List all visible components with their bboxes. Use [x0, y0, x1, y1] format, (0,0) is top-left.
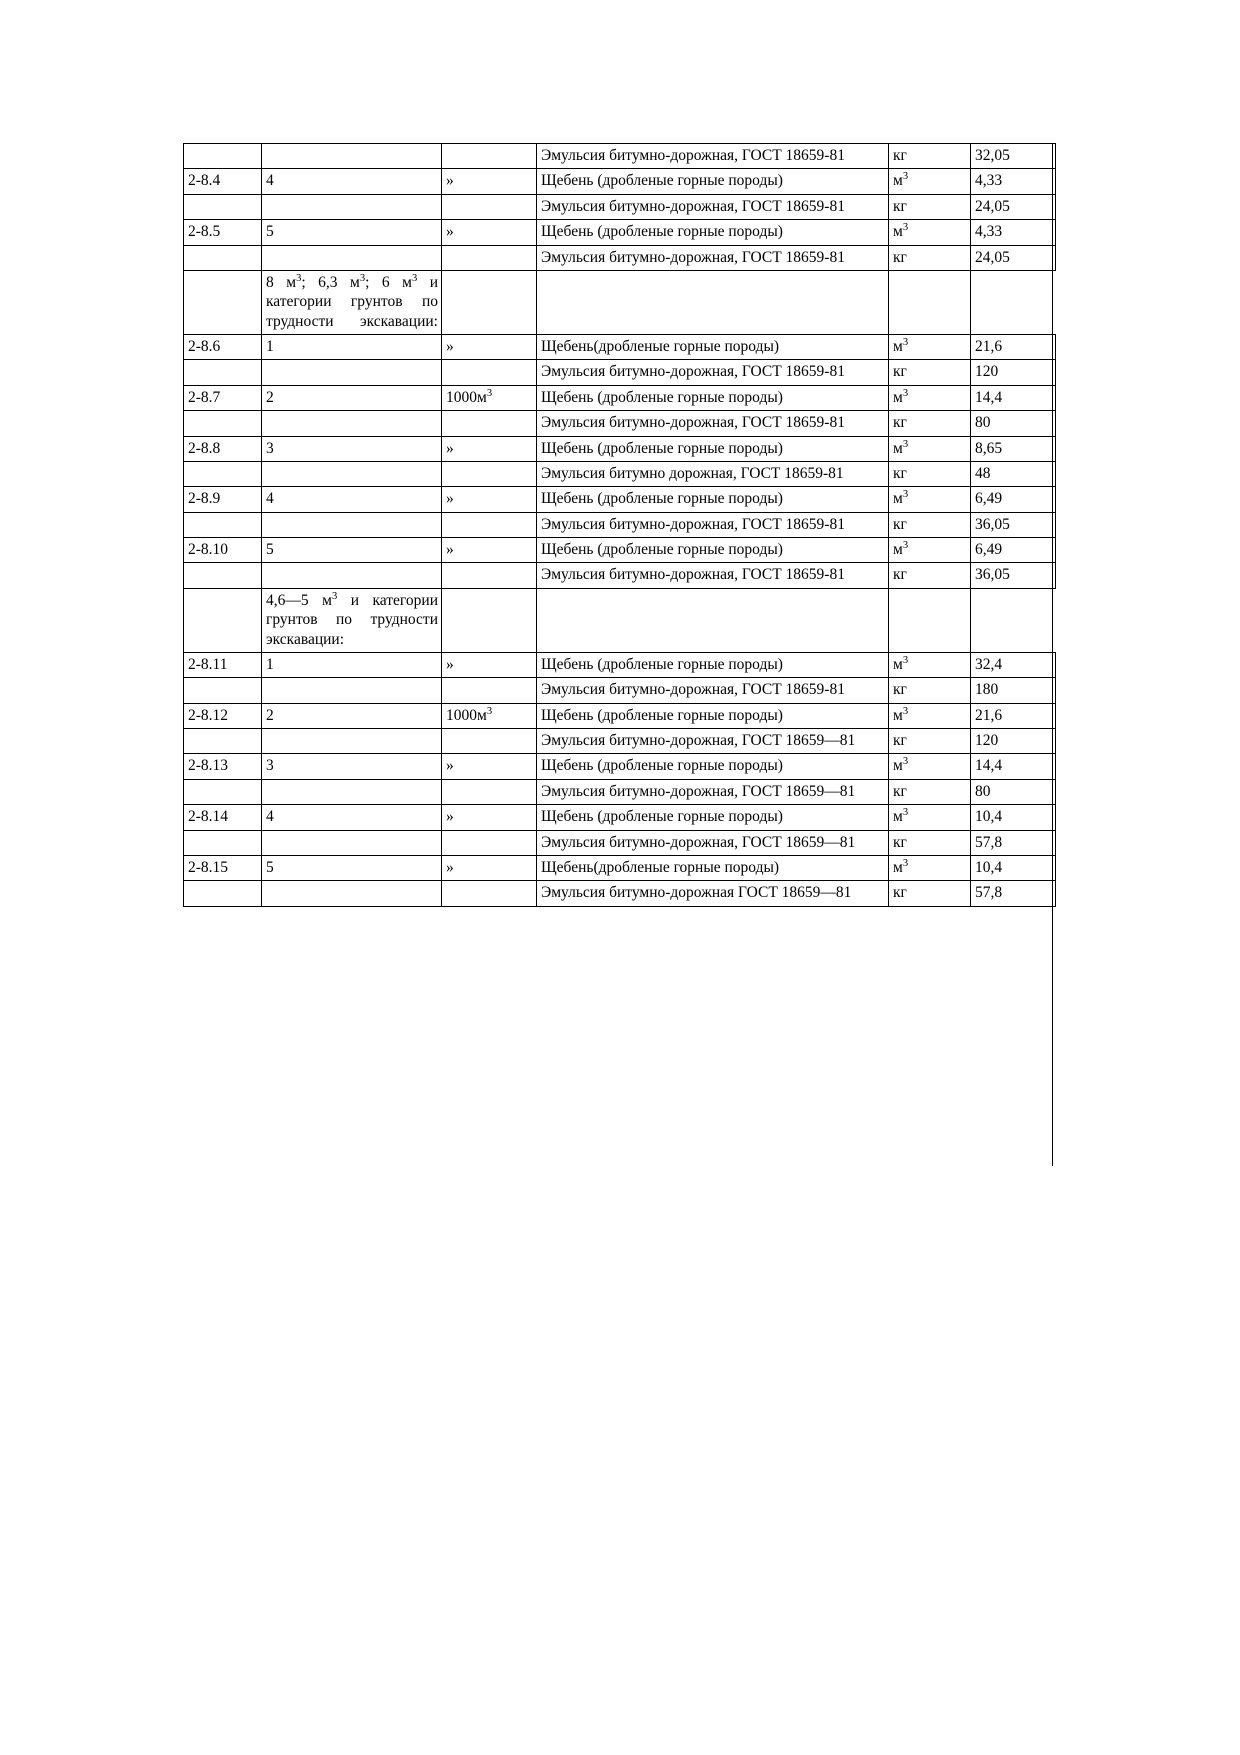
cell-param: 4 — [262, 805, 442, 830]
cell-material: Щебень(дробленые горные породы) — [537, 855, 889, 880]
cell-material: Эмульсия битумно-дорожная, ГОСТ 18659-81 — [537, 411, 889, 436]
cell-unit: » — [442, 652, 537, 677]
cell-unit — [442, 678, 537, 703]
cell-meas: кг — [889, 563, 971, 588]
cell-unit: » — [442, 538, 537, 563]
cell-material: Щебень(дробленые горные породы) — [537, 335, 889, 360]
cell-code: 2-8.14 — [184, 805, 262, 830]
cell-unit: $1000м^3$ — [442, 703, 537, 728]
cell-value: 57,8 — [971, 881, 1056, 906]
cell-unit: $1000м^3$ — [442, 385, 537, 410]
cell-value: 32,4 — [971, 652, 1056, 677]
cell-value: 57,8 — [971, 830, 1056, 855]
cell-param — [262, 245, 442, 270]
cell-code: 2-8.10 — [184, 538, 262, 563]
cell-code: 2-8.5 — [184, 220, 262, 245]
cell-material: Эмульсия битумно-дорожная, ГОСТ 18659—81 — [537, 779, 889, 804]
cell-param: 1 — [262, 652, 442, 677]
cell-param — [262, 512, 442, 537]
cell-code — [184, 881, 262, 906]
table-body — [184, 144, 1056, 907]
cell-meas: кг — [889, 461, 971, 486]
cell-meas: кг — [889, 881, 971, 906]
cell-unit — [442, 411, 537, 436]
cell-unit: » — [442, 220, 537, 245]
table-row — [184, 461, 1056, 486]
cell-value: 32,05 — [971, 144, 1056, 169]
cell-meas: $м^3$ — [889, 335, 971, 360]
cell-value: 8,65 — [971, 436, 1056, 461]
cell-material: Эмульсия битумно дорожная, ГОСТ 18659-81 — [537, 461, 889, 486]
cell-code — [184, 461, 262, 486]
cell-material — [537, 270, 889, 334]
cell-meas: $м^3$ — [889, 169, 971, 194]
cell-material: Эмульсия битумно-дорожная, ГОСТ 18659-81 — [537, 245, 889, 270]
table-row — [184, 144, 1056, 169]
cell-material: Эмульсия битумно-дорожная, ГОСТ 18659-81 — [537, 678, 889, 703]
cell-unit — [442, 461, 537, 486]
cell-unit: » — [442, 487, 537, 512]
cell-param: 3 — [262, 754, 442, 779]
cell-value — [971, 588, 1056, 652]
table-row — [184, 194, 1056, 219]
cell-value: 36,05 — [971, 512, 1056, 537]
cell-value: 4,33 — [971, 169, 1056, 194]
cell-meas: кг — [889, 729, 971, 754]
cell-value: 21,6 — [971, 703, 1056, 728]
cell-material: Эмульсия битумно-дорожная, ГОСТ 18659-81 — [537, 563, 889, 588]
cell-meas: $м^3$ — [889, 855, 971, 880]
cell-material: Щебень (дробленые горные породы) — [537, 652, 889, 677]
cell-material: Щебень (дробленые горные породы) — [537, 220, 889, 245]
cell-unit: » — [442, 754, 537, 779]
cell-meas: кг — [889, 245, 971, 270]
cell-unit — [442, 245, 537, 270]
table-row — [184, 805, 1056, 830]
cell-code — [184, 411, 262, 436]
cell-unit — [442, 194, 537, 219]
cell-meas: кг — [889, 830, 971, 855]
cell-value — [971, 270, 1056, 334]
table-row — [184, 245, 1056, 270]
cell-code: 2-8.12 — [184, 703, 262, 728]
table-row — [184, 563, 1056, 588]
cell-code — [184, 245, 262, 270]
cell-value: 14,4 — [971, 385, 1056, 410]
cell-code — [184, 830, 262, 855]
table-row — [184, 754, 1056, 779]
table-row — [184, 385, 1056, 410]
cell-meas: $м^3$ — [889, 805, 971, 830]
cell-param: 5 — [262, 538, 442, 563]
cell-meas: кг — [889, 360, 971, 385]
cell-unit — [442, 563, 537, 588]
cell-code — [184, 360, 262, 385]
table-row — [184, 729, 1056, 754]
cell-param: 2 — [262, 703, 442, 728]
table-row — [184, 678, 1056, 703]
cell-code — [184, 729, 262, 754]
cell-meas: $м^3$ — [889, 538, 971, 563]
cell-unit — [442, 270, 537, 334]
table-row — [184, 436, 1056, 461]
cell-meas — [889, 270, 971, 334]
cell-code: 2-8.9 — [184, 487, 262, 512]
cell-value: 6,49 — [971, 487, 1056, 512]
table-row — [184, 830, 1056, 855]
table-row — [184, 360, 1056, 385]
cell-meas: кг — [889, 512, 971, 537]
cell-param — [262, 194, 442, 219]
cell-material — [537, 588, 889, 652]
cell-param: 5 — [262, 220, 442, 245]
cell-code: 2-8.15 — [184, 855, 262, 880]
cell-unit — [442, 144, 537, 169]
cell-value: 24,05 — [971, 245, 1056, 270]
cell-meas — [889, 588, 971, 652]
cell-param — [262, 779, 442, 804]
cell-code: 2-8.11 — [184, 652, 262, 677]
cell-meas: $м^3$ — [889, 652, 971, 677]
cell-material: Эмульсия битумно-дорожная, ГОСТ 18659—81 — [537, 830, 889, 855]
table-row — [184, 652, 1056, 677]
cell-material: Щебень (дробленые горные породы) — [537, 436, 889, 461]
cell-code: 2-8.13 — [184, 754, 262, 779]
cell-value: 10,4 — [971, 805, 1056, 830]
cell-material: Эмульсия битумно-дорожная, ГОСТ 18659-81 — [537, 512, 889, 537]
cell-meas: $м^3$ — [889, 754, 971, 779]
cell-param — [262, 144, 442, 169]
table-row — [184, 335, 1056, 360]
table-row — [184, 779, 1056, 804]
cell-value: 14,4 — [971, 754, 1056, 779]
cell-material: Эмульсия битумно-дорожная, ГОСТ 18659-81 — [537, 360, 889, 385]
cell-code — [184, 194, 262, 219]
cell-value: 36,05 — [971, 563, 1056, 588]
cell-value: 24,05 — [971, 194, 1056, 219]
cell-param — [262, 563, 442, 588]
cell-material: Щебень (дробленые горные породы) — [537, 805, 889, 830]
cell-material: Щебень (дробленые горные породы) — [537, 754, 889, 779]
materials-table — [183, 143, 1056, 907]
cell-param — [262, 729, 442, 754]
cell-meas: $м^3$ — [889, 487, 971, 512]
cell-param — [262, 360, 442, 385]
cell-code — [184, 144, 262, 169]
table-row — [184, 538, 1056, 563]
cell-value: 120 — [971, 729, 1056, 754]
cell-param — [262, 678, 442, 703]
table-row — [184, 855, 1056, 880]
cell-code — [184, 588, 262, 652]
cell-code — [184, 779, 262, 804]
cell-value: 21,6 — [971, 335, 1056, 360]
cell-param — [262, 461, 442, 486]
cell-code — [184, 512, 262, 537]
cell-code — [184, 678, 262, 703]
cell-meas: $м^3$ — [889, 436, 971, 461]
cell-meas: кг — [889, 779, 971, 804]
table-row — [184, 487, 1056, 512]
table-row — [184, 703, 1056, 728]
cell-value: 6,49 — [971, 538, 1056, 563]
cell-unit: » — [442, 855, 537, 880]
cell-meas: кг — [889, 144, 971, 169]
cell-code: 2-8.4 — [184, 169, 262, 194]
cell-param — [262, 411, 442, 436]
cell-value: 48 — [971, 461, 1056, 486]
cell-param: 5 — [262, 855, 442, 880]
cell-material: Эмульсия битумно-дорожная, ГОСТ 18659-81 — [537, 194, 889, 219]
cell-code: 2-8.8 — [184, 436, 262, 461]
cell-param: 2 — [262, 385, 442, 410]
cell-material: Щебень (дробленые горные породы) — [537, 703, 889, 728]
cell-param: 1 — [262, 335, 442, 360]
cell-meas: кг — [889, 194, 971, 219]
cell-meas: кг — [889, 678, 971, 703]
table-row — [184, 411, 1056, 436]
table-row — [184, 881, 1056, 906]
cell-param: 4 — [262, 487, 442, 512]
cell-param — [262, 881, 442, 906]
cell-unit: » — [442, 169, 537, 194]
cell-param: 4 — [262, 169, 442, 194]
cell-material: Эмульсия битумно-дорожная, ГОСТ 18659—81 — [537, 729, 889, 754]
cell-meas: кг — [889, 411, 971, 436]
cell-unit — [442, 360, 537, 385]
cell-material: Щебень (дробленые горные породы) — [537, 487, 889, 512]
cell-unit — [442, 779, 537, 804]
cell-unit: » — [442, 805, 537, 830]
cell-value: 120 — [971, 360, 1056, 385]
cell-material: Эмульсия битумно-дорожная ГОСТ 18659—81 — [537, 881, 889, 906]
cell-unit — [442, 830, 537, 855]
cell-meas: $м^3$ — [889, 703, 971, 728]
cell-meas: $м^3$ — [889, 385, 971, 410]
cell-value: 180 — [971, 678, 1056, 703]
cell-code: 2-8.6 — [184, 335, 262, 360]
cell-unit: » — [442, 335, 537, 360]
cell-material: Эмульсия битумно-дорожная, ГОСТ 18659-81 — [537, 144, 889, 169]
cell-unit — [442, 729, 537, 754]
cell-unit: » — [442, 436, 537, 461]
cell-code — [184, 563, 262, 588]
cell-param: 3 — [262, 436, 442, 461]
cell-material: Щебень (дробленые горные породы) — [537, 538, 889, 563]
cell-material: Щебень (дробленые горные породы) — [537, 385, 889, 410]
cell-unit — [442, 881, 537, 906]
cell-value: 10,4 — [971, 855, 1056, 880]
table-row — [184, 512, 1056, 537]
table-row-group-header — [184, 588, 1056, 652]
cell-code — [184, 270, 262, 334]
cell-value: 80 — [971, 411, 1056, 436]
cell-value: 4,33 — [971, 220, 1056, 245]
cell-code: 2-8.7 — [184, 385, 262, 410]
table-row-group-header — [184, 270, 1056, 334]
cell-unit — [442, 588, 537, 652]
cell-material: Щебень (дробленые горные породы) — [537, 169, 889, 194]
cell-value: 80 — [971, 779, 1056, 804]
table-row — [184, 220, 1056, 245]
table-outer-right-border — [1052, 143, 1053, 1166]
cell-param-group: 8 $м^3$; 6,3 $м^3$; 6 $м^3$ и категории грунтов по трудности экскавации: — [262, 270, 442, 334]
cell-unit — [442, 512, 537, 537]
table-row — [184, 169, 1056, 194]
cell-param — [262, 830, 442, 855]
cell-param-group: 4,6—5 $м^3$ и категории грунтов по трудности экскавации: — [262, 588, 442, 652]
cell-meas: $м^3$ — [889, 220, 971, 245]
